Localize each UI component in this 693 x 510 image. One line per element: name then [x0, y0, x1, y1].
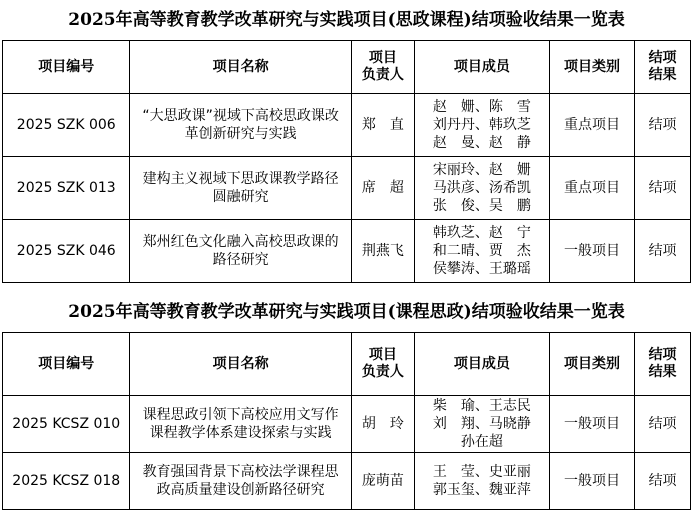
- member-line: 韩玖芝、赵 宁: [432, 225, 531, 241]
- result-cell: 结项: [635, 453, 691, 510]
- project-members-cell: [414, 396, 549, 453]
- table-row: [3, 157, 691, 220]
- member-line: 和二晴、贾 杰: [432, 243, 531, 259]
- results-table: [2, 332, 691, 510]
- member-line: 张 俊、吴 鹏: [432, 198, 531, 214]
- project-name-cell: 课程思政引领下高校应用文写作课程教学体系建设探索与实践: [130, 396, 351, 453]
- project-type-cell: 一般项目: [549, 453, 634, 510]
- project-id-cell: 2025 KCSZ 018: [3, 453, 130, 510]
- project-members-cell: [414, 220, 549, 283]
- project-type-cell: 重点项目: [549, 157, 634, 220]
- header-project-name: 项目名称: [130, 41, 351, 94]
- result-cell: 结项: [635, 220, 691, 283]
- table-header-row: [3, 41, 691, 94]
- header-project-lead: [351, 41, 414, 94]
- project-type-cell: 一般项目: [549, 396, 634, 453]
- project-id-cell: 2025 SZK 013: [3, 157, 130, 220]
- header-project-members: 项目成员: [414, 41, 549, 94]
- header-lead-line1: 项目: [368, 50, 397, 66]
- member-line: 侯攀涛、王璐瑶: [432, 261, 531, 277]
- table-header-row: [3, 333, 691, 396]
- header-result: [635, 333, 691, 396]
- header-result-line1: 结项: [648, 347, 677, 363]
- project-name-cell: 郑州红色文化融入高校思政课的路径研究: [130, 220, 351, 283]
- header-result-line2: 结果: [648, 364, 677, 380]
- project-name-cell: “大思政课”视域下高校思政课改革创新研究与实践: [130, 94, 351, 157]
- result-cell: 结项: [635, 157, 691, 220]
- project-lead-cell: 庞萌苗: [351, 453, 414, 510]
- results-table: [2, 40, 691, 283]
- project-lead-cell: 郑 直: [351, 94, 414, 157]
- project-type-cell: 重点项目: [549, 94, 634, 157]
- header-result-line2: 结果: [648, 67, 677, 83]
- member-line: 赵 姗、陈 雪: [432, 99, 531, 115]
- project-lead-cell: 席 超: [351, 157, 414, 220]
- section-title: 2025年高等教育教学改革研究与实践项目(课程思政)结项验收结果一览表: [68, 302, 625, 322]
- member-line: 刘 翔、马晓静: [432, 416, 531, 432]
- header-lead-line2: 负责人: [361, 364, 404, 380]
- header-lead-line1: 项目: [368, 347, 397, 363]
- project-id-cell: 2025 SZK 006: [3, 94, 130, 157]
- header-project-name: 项目名称: [130, 333, 351, 396]
- project-name-cell: 建构主义视域下思政课教学路径圆融研究: [130, 157, 351, 220]
- header-result-line1: 结项: [648, 50, 677, 66]
- course-ideology-section: [0, 292, 693, 510]
- project-members-cell: [414, 94, 549, 157]
- table-row: [3, 220, 691, 283]
- member-line: 孙在超: [460, 434, 503, 450]
- project-members-cell: [414, 453, 549, 510]
- header-result: [635, 41, 691, 94]
- table-row: [3, 396, 691, 453]
- project-id-cell: 2025 KCSZ 010: [3, 396, 130, 453]
- section-title: 2025年高等教育教学改革研究与实践项目(思政课程)结项验收结果一览表: [68, 10, 625, 30]
- header-lead-line2: 负责人: [361, 67, 404, 83]
- table-row: [3, 453, 691, 510]
- header-project-type: 项目类别: [549, 41, 634, 94]
- project-name-cell: 教育强国背景下高校法学课程思政高质量建设创新路径研究: [130, 453, 351, 510]
- result-cell: 结项: [635, 396, 691, 453]
- member-line: 王 莹、史亚丽: [432, 464, 531, 480]
- member-line: 刘丹丹、韩玖芝: [432, 117, 531, 133]
- header-project-id: 项目编号: [3, 333, 130, 396]
- project-lead-cell: 荆燕飞: [351, 220, 414, 283]
- member-line: 郭玉玺、魏亚萍: [432, 482, 531, 498]
- member-line: 马洪彦、汤希凯: [432, 180, 531, 196]
- member-line: 赵 曼、赵 静: [432, 135, 531, 151]
- result-cell: 结项: [635, 94, 691, 157]
- project-id-cell: 2025 SZK 046: [3, 220, 130, 283]
- table-row: [3, 94, 691, 157]
- project-members-cell: [414, 157, 549, 220]
- project-type-cell: 一般项目: [549, 220, 634, 283]
- project-lead-cell: 胡 玲: [351, 396, 414, 453]
- header-project-type: 项目类别: [549, 333, 634, 396]
- header-project-members: 项目成员: [414, 333, 549, 396]
- header-project-id: 项目编号: [3, 41, 130, 94]
- member-line: 宋丽玲、赵 姗: [432, 162, 531, 178]
- header-project-lead: [351, 333, 414, 396]
- member-line: 柴 瑜、王志民: [432, 398, 531, 414]
